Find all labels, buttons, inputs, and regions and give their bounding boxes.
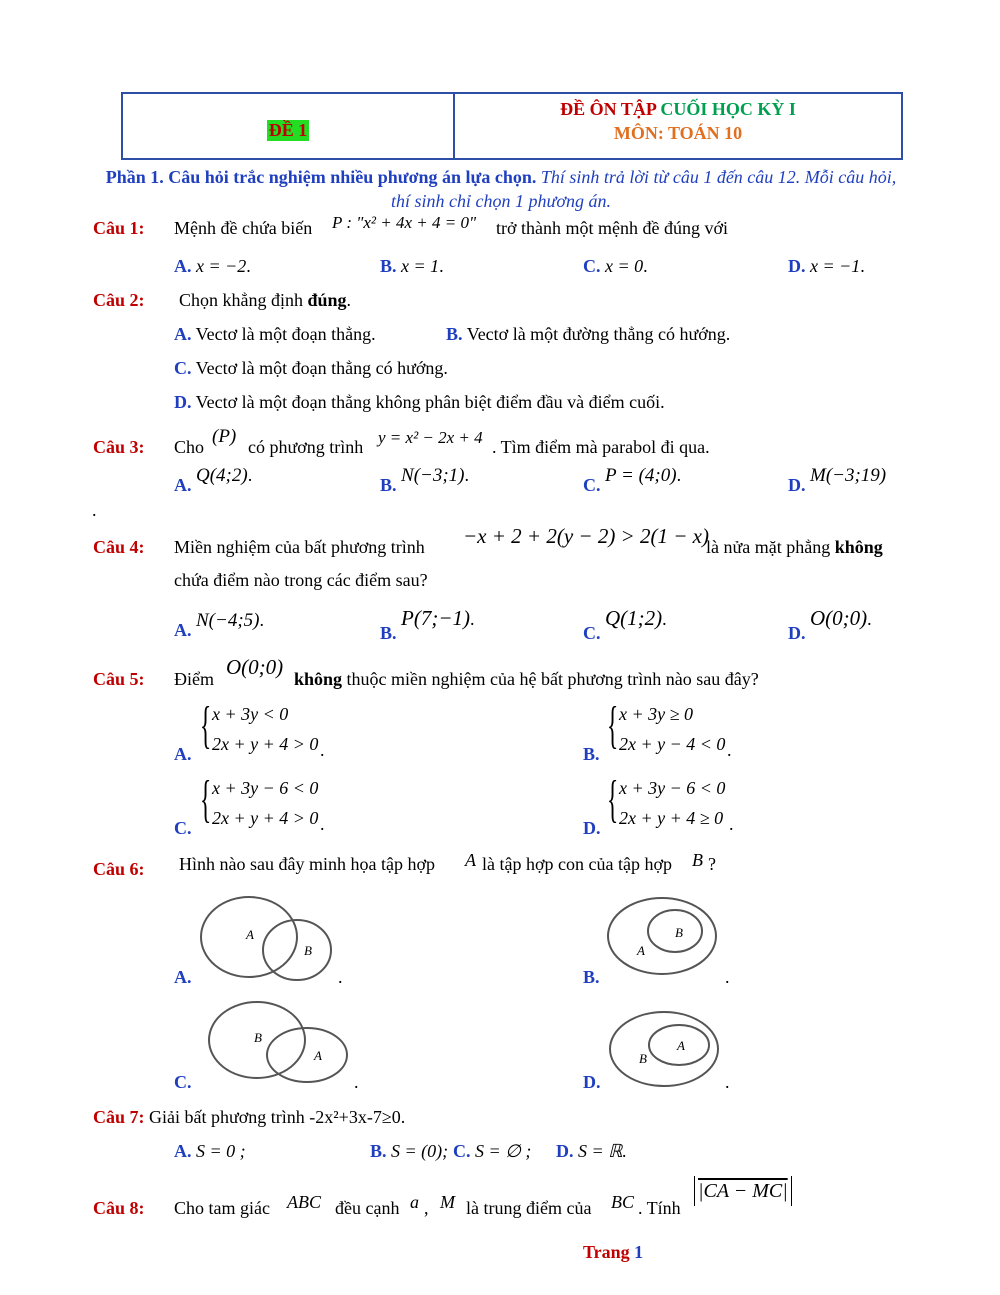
q4-text2: là nửa mặt phẳng không — [706, 537, 883, 557]
q8-text1: Cho tam giác — [174, 1198, 270, 1218]
q3-parabol: (P) — [212, 426, 237, 447]
q6-text1: Hình nào sau đây minh họa tập hợp — [179, 854, 435, 874]
q3-formula: y = x² − 2x + 4 — [378, 428, 483, 447]
venn-diagram-subset — [605, 895, 723, 980]
q4-option-a[interactable]: A. N(−4;5). — [174, 610, 264, 640]
header-left-cell — [123, 94, 455, 158]
section-instructions: Thí sinh trả lời từ câu 1 đến câu 12. Mỗi câu hỏi, thí sinh chỉ chọn 1 phương án. — [391, 167, 897, 211]
q2-text: Chọn khẳng định đúng. — [179, 290, 352, 310]
q2-option-b[interactable]: B. Vectơ là một đường thẳng có hướng. — [446, 324, 731, 344]
q7-question: Câu 7: Giải bất phương trình -2x²+3x-7≥0. — [93, 1107, 406, 1127]
q5-text1: Điểm — [174, 669, 214, 689]
svg-text:A: A — [637, 943, 645, 958]
q4-option-b[interactable]: B. P(7;−1). — [380, 606, 475, 643]
q2-option-a[interactable]: A. Vectơ là một đoạn thẳng. — [174, 324, 376, 344]
q6-option-a[interactable]: A. A B . — [174, 895, 354, 990]
q6-option-c[interactable]: C. B A . — [174, 1000, 364, 1095]
svg-text:A: A — [677, 1038, 685, 1053]
q3-cho: Cho — [174, 437, 205, 457]
q4-text1: Miền nghiệm của bất phương trình — [174, 537, 425, 557]
q6-label: Câu 6: — [93, 859, 145, 879]
q1-option-c[interactable]: C. x = 0. — [583, 256, 648, 276]
q5-option-b[interactable]: B. { x + 3y ≥ 0 2x + y − 4 < 0 . — [583, 697, 732, 764]
q5-point: O(0;0) — [226, 655, 284, 679]
q7-option-a[interactable]: A. S = 0 ; — [174, 1141, 246, 1161]
q6-set-a: A — [465, 850, 476, 870]
header-box — [121, 92, 903, 160]
q7-option-b[interactable]: B. S = (0); — [370, 1141, 449, 1161]
q2-label: Câu 2: — [93, 290, 145, 310]
brace-icon: { — [607, 697, 619, 754]
q8-side: a — [410, 1192, 419, 1212]
q8-text3: là trung điểm của — [466, 1198, 592, 1218]
page-footer: Trang 1 — [583, 1242, 644, 1262]
q1-text-after: trở thành một mệnh đề đúng với — [496, 218, 729, 238]
svg-text:A: A — [246, 927, 254, 942]
exam-subject: MÔN: TOÁN 10 — [613, 123, 743, 143]
q6-set-b: B — [692, 850, 703, 870]
svg-text:B: B — [254, 1030, 262, 1045]
q3-text2: . Tìm điểm mà parabol đi qua. — [492, 437, 710, 457]
q4-option-c[interactable]: C. Q(1;2). — [583, 606, 667, 643]
exam-number: ĐỀ 1 — [268, 119, 308, 140]
svg-text:B: B — [675, 925, 683, 940]
q4-option-d[interactable]: D. O(0;0). — [788, 606, 872, 643]
q8-label: Câu 8: — [93, 1198, 145, 1218]
q7-option-d[interactable]: D. S = ℝ. — [556, 1141, 627, 1161]
q5-text2: không thuộc miền nghiệm của hệ bất phương trình nào sau đây? — [294, 669, 759, 689]
q5-option-a[interactable]: A. { x + 3y < 0 2x + y + 4 > 0 . — [174, 697, 325, 764]
q1-formula: P : "x² + 4x + 4 = 0" — [332, 213, 477, 232]
q8-formula: |CA − MC| — [694, 1176, 792, 1206]
q1-option-b[interactable]: B. x = 1. — [380, 256, 444, 276]
q8-midpoint: M — [440, 1192, 455, 1212]
exam-title — [455, 97, 901, 121]
venn-diagram-overlap — [194, 895, 339, 987]
svg-text:A: A — [314, 1048, 322, 1063]
exam-title-part2: CUỐI HỌC KỲ I — [660, 99, 796, 119]
q3-option-a[interactable]: A. Q(4;2). — [174, 465, 253, 495]
q3-text1: có phương trình — [248, 437, 364, 457]
q3-option-c[interactable]: C. P = (4;0). — [583, 465, 682, 495]
q6-option-b[interactable]: B. A B . — [583, 895, 743, 990]
q1-text: Mệnh đề chứa biến — [174, 218, 313, 238]
q1-option-d[interactable]: D. x = −1. — [788, 256, 865, 276]
q6-text3: ? — [708, 854, 716, 874]
q3-label: Câu 3: — [93, 437, 145, 457]
q2-option-c[interactable]: C. Vectơ là một đoạn thẳng có hướng. — [174, 358, 448, 378]
svg-text:B: B — [639, 1051, 647, 1066]
brace-icon: { — [200, 697, 212, 754]
q8-triangle: ABC — [287, 1192, 321, 1212]
stray-dot: . — [92, 500, 97, 520]
q4-formula: −x + 2 + 2(y − 2) > 2(1 − x) — [463, 524, 709, 548]
q1-label: Câu 1: — [93, 218, 145, 238]
q5-option-c[interactable]: C. { x + 3y − 6 < 0 2x + y + 4 > 0 . — [174, 771, 325, 838]
q3-option-d[interactable]: D. M(−3;19) — [788, 465, 887, 495]
q6-text2: là tập hợp con của tập hợp — [482, 854, 672, 874]
brace-icon: { — [200, 771, 212, 828]
venn-diagram-subset — [607, 1005, 725, 1090]
q6-option-d[interactable]: D. B A . — [583, 1005, 743, 1095]
q8-text2: đều cạnh — [335, 1198, 400, 1218]
section-intro — [96, 165, 906, 213]
brace-icon: { — [607, 771, 619, 828]
q3-option-b[interactable]: B. N(−3;1). — [380, 465, 469, 495]
header-right-cell — [455, 94, 901, 158]
q4-text3: chứa điểm nào trong các điểm sau? — [174, 570, 428, 590]
q4-label: Câu 4: — [93, 537, 145, 557]
q1-option-a[interactable]: A. x = −2. — [174, 256, 251, 276]
q5-option-d[interactable]: D. { x + 3y − 6 < 0 2x + y + 4 ≥ 0 . — [583, 771, 734, 838]
q7-option-c[interactable]: C. S = ∅ ; — [453, 1141, 532, 1161]
q8-segment: BC — [611, 1192, 635, 1212]
exam-title-part1: ĐỀ ÔN TẬP — [560, 99, 661, 119]
q5-label: Câu 5: — [93, 669, 145, 689]
section-title: Phần 1. Câu hỏi trắc nghiệm nhiều phương án lựa chọn. — [105, 167, 537, 187]
svg-text:B: B — [304, 943, 312, 958]
q8-text4: . Tính — [638, 1198, 681, 1218]
q2-option-d[interactable]: D. Vectơ là một đoạn thẳng không phân biệt điểm đầu và điểm cuối. — [174, 392, 665, 412]
venn-diagram-overlap — [202, 1000, 357, 1085]
q8-comma: , — [424, 1198, 429, 1218]
